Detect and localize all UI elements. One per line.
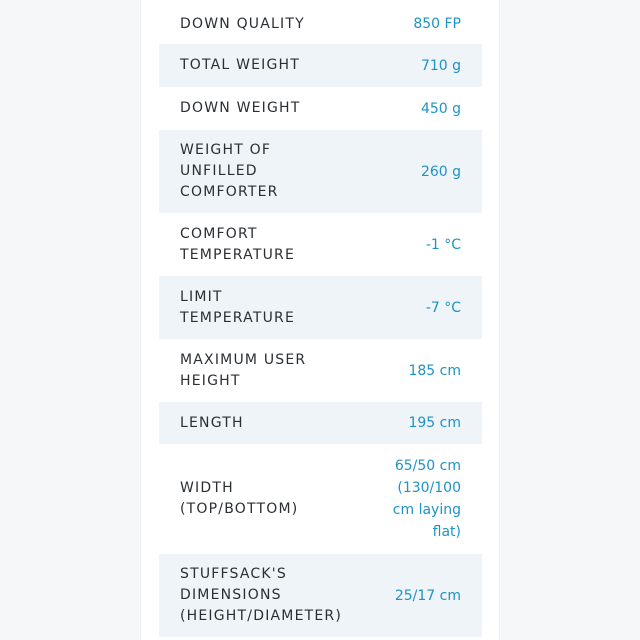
spec-value: 25/17 cm	[394, 587, 461, 604]
spec-row-down-weight	[159, 87, 482, 130]
spec-label: DOWN QUALITY	[180, 15, 305, 32]
spec-table	[159, 4, 482, 637]
spec-value: 710 g	[420, 57, 461, 74]
spec-label: DOWN WEIGHT	[180, 100, 301, 116]
spec-value: 65/50 cm (130/100 cm laying flat)	[392, 458, 461, 540]
spec-row-total-weight	[159, 44, 482, 87]
spec-row-max-user-height	[159, 339, 482, 402]
spec-label: LENGTH	[180, 414, 244, 431]
spec-row-down-quality	[159, 4, 482, 44]
spec-label: STUFFSACK'S DIMENSIONS (HEIGHT/DIAMETER)	[180, 566, 343, 624]
spec-label: TOTAL WEIGHT	[180, 57, 301, 73]
spec-row-unfilled-weight	[159, 130, 482, 213]
spec-value: 195 cm	[408, 415, 461, 431]
spec-row-limit-temperature	[159, 276, 482, 339]
spec-label: COMFORT TEMPERATURE	[180, 225, 295, 263]
spec-value: 850 FP	[413, 16, 461, 32]
spec-row-width	[159, 444, 482, 554]
spec-label: WEIGHT OF UNFILLED COMFORTER	[180, 142, 279, 200]
spec-label: WIDTH (TOP/BOTTOM)	[180, 480, 299, 517]
spec-label: LIMIT TEMPERATURE	[180, 288, 295, 326]
spec-value: -7 °C	[425, 299, 461, 316]
spec-row-length	[159, 402, 482, 444]
spec-row-stuffsack-dimensions	[159, 554, 482, 637]
spec-card	[140, 0, 500, 640]
spec-label: MAXIMUM USER HEIGHT	[180, 351, 307, 389]
spec-value: 450 g	[420, 100, 461, 117]
spec-value: -1 °C	[425, 236, 461, 253]
spec-row-comfort-temperature	[159, 213, 482, 276]
spec-value: 260 g	[420, 163, 461, 180]
spec-value: 185 cm	[408, 362, 461, 379]
